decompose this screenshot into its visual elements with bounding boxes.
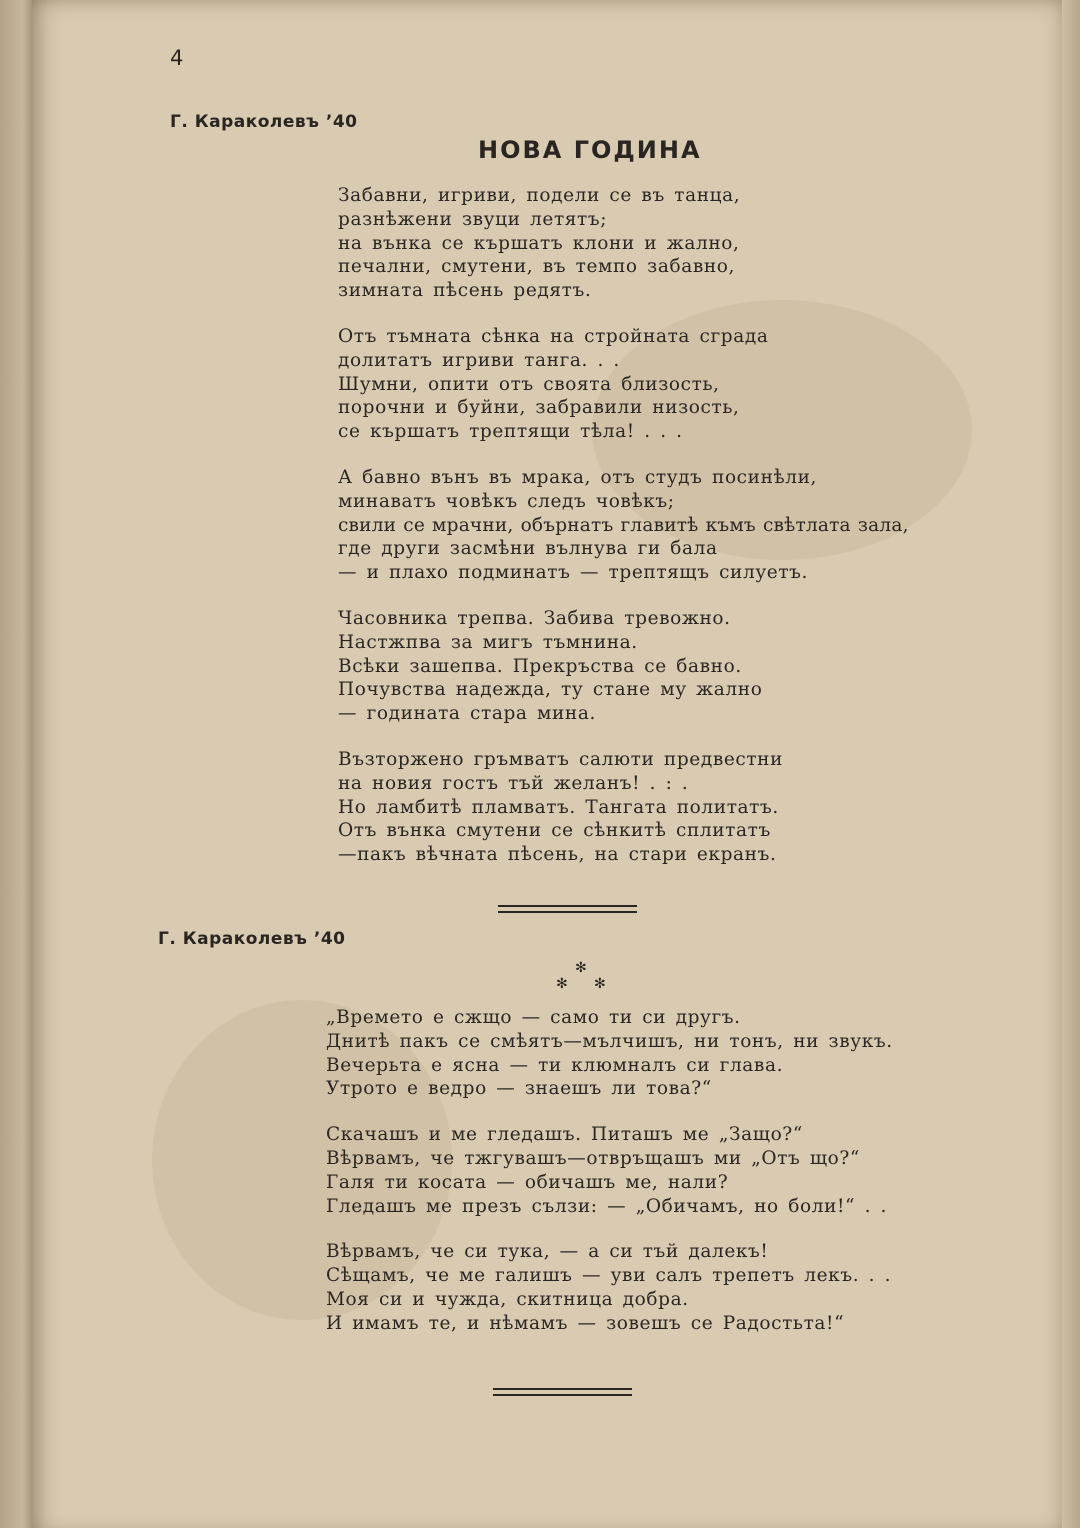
asterism-ornament [556,960,606,994]
verse-line: на новия гостъ тъй желанъ! . : . [338,772,689,794]
verse-line: Почувства надежда, ту стане му жално [338,679,763,701]
verse-line: Часовника трепва. Забива тревожно. [338,607,731,629]
verse-line: Шумни, опити отъ своята близость, [338,373,720,395]
verse-line: Настжпва за мигъ тъмнина. [338,631,638,653]
verse-line: разнѣжени звуци летятъ; [338,208,608,230]
asterisk-icon: ✻ [575,960,587,976]
page-right-edge [1062,0,1080,1528]
verse-line: Но ламбитѣ пламватъ. Тангата политатъ. [338,796,779,818]
asterisk-icon: ✻ [594,976,606,992]
poem-1-title: НОВА ГОДИНА [478,136,702,164]
stanza [338,607,909,726]
stanza [338,748,909,867]
verse-line: А бавно вънъ въ мрака, отъ студъ посинѣли, [338,466,818,488]
section-divider [498,911,637,913]
page-binding-edge [0,0,32,1528]
section-divider [498,905,637,907]
poem-1-body [338,184,909,889]
verse-line: свили се мрачни, обърнатъ главитѣ къмъ свѣтлата зала, [338,514,909,536]
stanza [338,325,909,444]
page-number: 4 [170,46,184,70]
verse-line: Вѣрвамъ, че тжгувашъ—отвръщашъ ми „Отъ що?“ [326,1147,860,1169]
verse-line: Забавни, игриви, подели се въ танца, [338,185,741,206]
verse-line: Скачашъ и ме гледашъ. Питашъ ме „Защо?“ [326,1124,803,1146]
section-divider [493,1394,632,1396]
stanza [326,1240,893,1335]
verse-line: на вънка се кършатъ клони и жално, [338,232,740,254]
verse-line: порочни и буйни, забравили низость, [338,397,740,419]
stanza [326,1123,893,1218]
poem-2-body [326,1006,893,1358]
verse-line: Всѣки зашепва. Прекръства се бавно. [338,655,742,677]
verse-line: Гледашъ ме презъ сълзи: — „Обичамъ, но боли!“ . . [326,1195,888,1217]
verse-line: Вечерьта е ясна — ти клюмналъ си глава. [326,1054,784,1076]
verse-line: Сѣщамъ, че ме галишъ — уви салъ трепетъ лекъ. . . [326,1265,892,1287]
verse-line: печални, смутени, въ темпо забавно, [338,256,735,278]
verse-line: Отъ тъмната сѣнка на стройната сграда [338,325,769,347]
verse-line: И имамъ те, и нѣмамъ — зовешъ се Радостьта!“ [326,1312,845,1334]
verse-line: —пакъ вѣчната пѣсень, на стари екранъ. [338,844,777,866]
poem-2-author: Г. Караколевъ ’40 [158,929,346,949]
stanza [326,1006,893,1101]
verse-line: се кършатъ трептящи тѣла! . . . [338,421,683,443]
verse-line: Утрото е ведро — знаешъ ли това?“ [326,1078,712,1100]
verse-line: Отъ вънка смутени се сѣнкитѣ сплитатъ [338,820,771,842]
verse-line: — и плахо подминатъ — трептящъ силуетъ. [338,562,809,584]
verse-line: где други засмѣни вълнува ги бала [338,538,718,560]
verse-line: зимната пѣсень редятъ. [338,280,592,302]
verse-line: Галя ти косата — обичашъ ме, нали? [326,1171,729,1193]
asterisk-icon: ✻ [556,976,568,992]
stanza [338,466,909,585]
stanza [338,184,909,303]
verse-line: Възторжено гръмватъ салюти предвестни [338,748,784,770]
poem-1-author: Г. Караколевъ ’40 [170,112,358,132]
verse-line: Днитѣ пакъ се смѣятъ—мълчишъ, ни тонъ, ни звукъ. [326,1030,893,1052]
verse-line: „Времето е сжщо — само ти си другъ. [326,1007,741,1028]
section-divider [493,1388,632,1390]
verse-line: Моя си и чужда, скитница добра. [326,1288,689,1310]
verse-line: Вѣрвамъ, че си тука, — а си тъй далекъ! [326,1241,769,1263]
verse-line: минаватъ човѣкъ следъ човѣкъ; [338,490,675,512]
verse-line: долитатъ игриви танга. . . [338,349,620,371]
verse-line: — годината стара мина. [338,703,596,725]
